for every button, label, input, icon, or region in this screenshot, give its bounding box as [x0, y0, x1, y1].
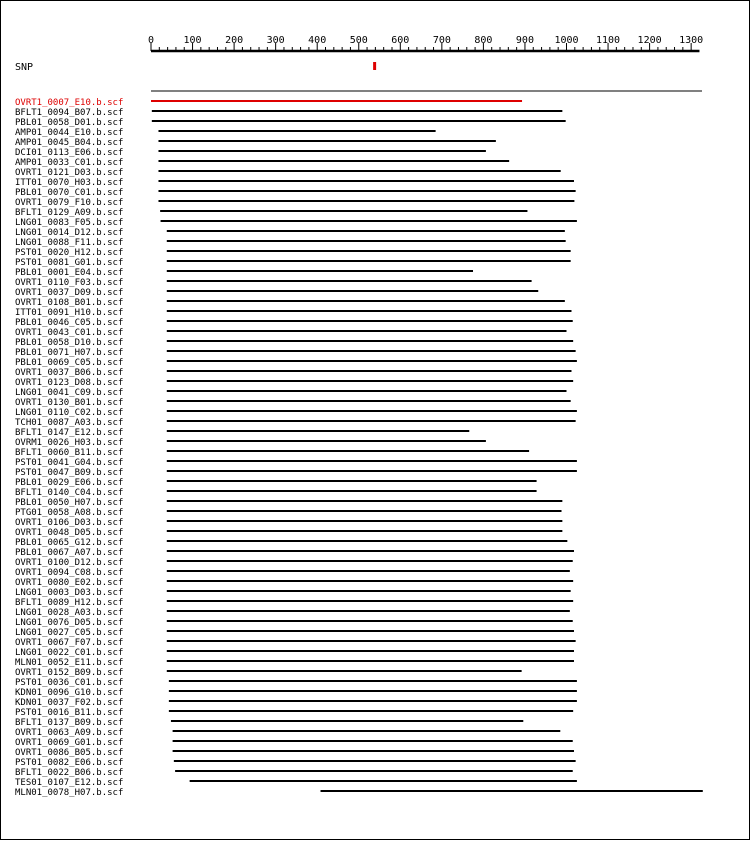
read-bar[interactable]: [167, 500, 563, 502]
read-label[interactable]: BFLT1_0137_B09.b.scf: [15, 718, 124, 728]
read-bar[interactable]: [167, 510, 562, 512]
axis-tick-label: 1300: [679, 35, 704, 46]
read-bar[interactable]: [158, 170, 560, 172]
read-label[interactable]: OVRT1_0037_B06.b.scf: [15, 368, 124, 378]
read-label[interactable]: OVRT1_0069_G01.b.scf: [15, 738, 124, 748]
read-bar[interactable]: [169, 700, 577, 702]
read-bar[interactable]: [173, 740, 573, 742]
snp-label: SNP: [15, 62, 34, 73]
read-bar[interactable]: [167, 260, 571, 262]
read-bar[interactable]: [167, 360, 577, 362]
snp-marker: [373, 62, 376, 70]
read-bar[interactable]: [167, 580, 573, 582]
axis-tick-label: 1200: [637, 35, 662, 46]
read-label[interactable]: LNG01_0022_C01.b.scf: [15, 648, 124, 658]
read-bar[interactable]: [167, 530, 563, 532]
read-bar[interactable]: [167, 270, 473, 272]
read-label[interactable]: PBL01_0067_A07.b.scf: [15, 548, 124, 558]
read-label[interactable]: OVRT1_0108_B01.b.scf: [15, 298, 124, 308]
read-label[interactable]: OVRT1_0067_F07.b.scf: [15, 638, 124, 648]
read-label[interactable]: PBL01_0069_C05.b.scf: [15, 358, 124, 368]
read-label[interactable]: PBL01_0058_D01.b.scf: [15, 118, 124, 128]
read-bar[interactable]: [167, 280, 532, 282]
read-bar[interactable]: [167, 520, 563, 522]
axis-tick-label: 300: [266, 35, 285, 46]
read-bar[interactable]: [158, 130, 435, 132]
read-label[interactable]: OVRT1_0110_F03.b.scf: [15, 278, 124, 288]
read-bar[interactable]: [167, 600, 573, 602]
read-bar[interactable]: [171, 720, 523, 722]
read-bar[interactable]: [321, 790, 703, 792]
read-bar[interactable]: [173, 750, 574, 752]
read-bar[interactable]: [167, 410, 577, 412]
read-label[interactable]: ITT01_0070_H03.b.scf: [15, 178, 124, 188]
read-label[interactable]: KDN01_0096_G10.b.scf: [15, 688, 124, 698]
read-bar[interactable]: [158, 180, 574, 182]
position-axis: [148, 35, 703, 51]
read-label[interactable]: OVRT1_0043_C01.b.scf: [15, 328, 124, 338]
read-bar[interactable]: [167, 330, 567, 332]
read-bar[interactable]: [169, 710, 573, 712]
read-label[interactable]: PST01_0081_G01.b.scf: [15, 258, 124, 268]
read-bar[interactable]: [175, 770, 573, 772]
read-bar[interactable]: [167, 350, 576, 352]
axis-tick-label: 800: [474, 35, 493, 46]
read-bar[interactable]: [167, 340, 573, 342]
read-bar[interactable]: [158, 200, 574, 202]
read-bar[interactable]: [151, 100, 522, 102]
read-bar[interactable]: [167, 230, 565, 232]
read-label[interactable]: PBL01_0046_C05.b.scf: [15, 318, 124, 328]
read-bar[interactable]: [167, 660, 574, 662]
read-label[interactable]: OVRT1_0130_B01.b.scf: [15, 398, 124, 408]
read-bar[interactable]: [167, 480, 537, 482]
read-bar[interactable]: [167, 240, 566, 242]
read-bar[interactable]: [167, 560, 573, 562]
read-bar[interactable]: [167, 440, 486, 442]
read-label[interactable]: OVRT1_0121_D03.b.scf: [15, 168, 124, 178]
read-label[interactable]: LNG01_0003_D03.b.scf: [15, 588, 124, 598]
read-bar[interactable]: [169, 680, 577, 682]
read-label[interactable]: PST01_0041_G04.b.scf: [15, 458, 124, 468]
read-label[interactable]: OVRT1_0086_B05.b.scf: [15, 748, 124, 758]
read-label[interactable]: OVRT1_0094_C08.b.scf: [15, 568, 124, 578]
read-label[interactable]: TES01_0107_E12.b.scf: [15, 778, 124, 788]
read-bar[interactable]: [173, 730, 561, 732]
read-label[interactable]: OVRT1_0063_A09.b.scf: [15, 728, 124, 738]
read-bar[interactable]: [167, 470, 577, 472]
read-label[interactable]: PTG01_0058_A08.b.scf: [15, 508, 124, 518]
axis-tick-label: 600: [391, 35, 410, 46]
axis-tick-label: 400: [308, 35, 327, 46]
read-label[interactable]: ITT01_0091_H10.b.scf: [15, 308, 124, 318]
read-bar[interactable]: [167, 380, 573, 382]
read-label[interactable]: BFLT1_0094_B07.b.scf: [15, 108, 124, 118]
read-label[interactable]: BFLT1_0140_C04.b.scf: [15, 488, 124, 498]
read-bar[interactable]: [167, 460, 577, 462]
read-bar[interactable]: [167, 370, 572, 372]
read-label[interactable]: LNG01_0041_C09.b.scf: [15, 388, 124, 398]
read-label[interactable]: AMP01_0033_C01.b.scf: [15, 158, 124, 168]
read-label[interactable]: KDN01_0037_F02.b.scf: [15, 698, 124, 708]
read-label[interactable]: PBL01_0050_H07.b.scf: [15, 498, 124, 508]
snp-track: [15, 62, 376, 73]
read-bar[interactable]: [167, 620, 573, 622]
read-label[interactable]: BFLT1_0147_E12.b.scf: [15, 428, 124, 438]
read-label[interactable]: PST01_0047_B09.b.scf: [15, 468, 124, 478]
read-bar[interactable]: [152, 110, 563, 112]
read-label[interactable]: AMP01_0045_B04.b.scf: [15, 138, 124, 148]
read-bar[interactable]: [174, 760, 576, 762]
read-label[interactable]: OVRT1_0106_D03.b.scf: [15, 518, 124, 528]
read-label[interactable]: LNG01_0014_D12.b.scf: [15, 228, 124, 238]
read-bar[interactable]: [167, 650, 574, 652]
read-label[interactable]: BFLT1_0022_B06.b.scf: [15, 768, 124, 778]
read-label[interactable]: BFLT1_0089_H12.b.scf: [15, 598, 124, 608]
read-bar[interactable]: [167, 300, 565, 302]
read-bar[interactable]: [160, 210, 527, 212]
read-bar[interactable]: [167, 540, 568, 542]
read-label[interactable]: OVRT1_0080_E02.b.scf: [15, 578, 124, 588]
read-bar[interactable]: [167, 550, 574, 552]
axis-tick-label: 1000: [554, 35, 579, 46]
read-label[interactable]: PST01_0082_E06.b.scf: [15, 758, 124, 768]
read-bar[interactable]: [167, 590, 571, 592]
alignment-diagram: [1, 1, 750, 841]
read-bar[interactable]: [158, 140, 495, 142]
read-bar[interactable]: [167, 390, 567, 392]
read-label[interactable]: OVRT1_0152_B09.b.scf: [15, 668, 124, 678]
read-bar[interactable]: [167, 570, 570, 572]
read-label[interactable]: DCI01_0113_E06.b.scf: [15, 148, 124, 158]
read-label[interactable]: OVRT1_0048_D05.b.scf: [15, 528, 124, 538]
read-bar[interactable]: [167, 430, 469, 432]
read-label[interactable]: OVRT1_0037_D09.b.scf: [15, 288, 124, 298]
read-bar[interactable]: [167, 490, 537, 492]
read-label[interactable]: LNG01_0088_F11.b.scf: [15, 238, 124, 248]
read-bar[interactable]: [161, 220, 577, 222]
axis-tick-label: 500: [349, 35, 368, 46]
read-label[interactable]: OVRT1_0079_F10.b.scf: [15, 198, 124, 208]
read-label[interactable]: LNG01_0076_D05.b.scf: [15, 618, 124, 628]
read-label[interactable]: PST01_0020_H12.b.scf: [15, 248, 124, 258]
read-bar[interactable]: [152, 120, 566, 122]
read-bar[interactable]: [158, 190, 575, 192]
read-label[interactable]: BFLT1_0129_A09.b.scf: [15, 208, 124, 218]
read-label[interactable]: PBL01_0058_D10.b.scf: [15, 338, 124, 348]
read-bar[interactable]: [167, 670, 522, 672]
read-bar[interactable]: [167, 640, 576, 642]
read-label[interactable]: LNG01_0027_C05.b.scf: [15, 628, 124, 638]
read-label[interactable]: OVRT1_0007_E10.b.scf: [15, 98, 124, 108]
read-label[interactable]: MLN01_0052_E11.b.scf: [15, 658, 124, 668]
read-label[interactable]: TCH01_0087_A03.b.scf: [15, 418, 124, 428]
axis-tick-label: 0: [147, 35, 155, 46]
axis-tick-label: 700: [432, 35, 451, 46]
axis-tick-label: 1100: [596, 35, 621, 46]
read-list: [15, 98, 703, 798]
read-bar[interactable]: [190, 780, 577, 782]
read-label[interactable]: BFLT1_0060_B11.b.scf: [15, 448, 124, 458]
axis-tick-label: 100: [183, 35, 202, 46]
axis-tick-label: 200: [225, 35, 244, 46]
read-bar[interactable]: [169, 690, 577, 692]
read-bar[interactable]: [167, 630, 574, 632]
read-bar[interactable]: [158, 150, 485, 152]
read-label[interactable]: PST01_0016_B11.b.scf: [15, 708, 124, 718]
read-bar[interactable]: [158, 160, 509, 162]
read-label[interactable]: OVRT1_0100_D12.b.scf: [15, 558, 124, 568]
read-bar[interactable]: [167, 400, 571, 402]
read-bar[interactable]: [167, 420, 576, 422]
axis-tick-label: 900: [515, 35, 534, 46]
read-label[interactable]: PBL01_0001_E04.b.scf: [15, 268, 124, 278]
read-label[interactable]: PBL01_0071_H07.b.scf: [15, 348, 124, 358]
read-label[interactable]: OVRT1_0123_D08.b.scf: [15, 378, 124, 388]
read-label[interactable]: PBL01_0070_C01.b.scf: [15, 188, 124, 198]
read-bar[interactable]: [167, 290, 538, 292]
read-bar[interactable]: [167, 450, 529, 452]
read-label[interactable]: LNG01_0083_F05.b.scf: [15, 218, 124, 228]
read-label[interactable]: PBL01_0029_E06.b.scf: [15, 478, 124, 488]
read-bar[interactable]: [167, 250, 571, 252]
read-bar[interactable]: [167, 320, 573, 322]
read-label[interactable]: OVRM1_0026_H03.b.scf: [15, 438, 124, 448]
read-label[interactable]: LNG01_0028_A03.b.scf: [15, 608, 124, 618]
read-label[interactable]: LNG01_0110_C02.b.scf: [15, 408, 124, 418]
read-label[interactable]: MLN01_0078_H07.b.scf: [15, 788, 124, 798]
read-label[interactable]: AMP01_0044_E10.b.scf: [15, 128, 124, 138]
read-bar[interactable]: [167, 610, 570, 612]
read-label[interactable]: PBL01_0065_G12.b.scf: [15, 538, 124, 548]
read-label[interactable]: PST01_0036_C01.b.scf: [15, 678, 124, 688]
read-bar[interactable]: [167, 310, 572, 312]
